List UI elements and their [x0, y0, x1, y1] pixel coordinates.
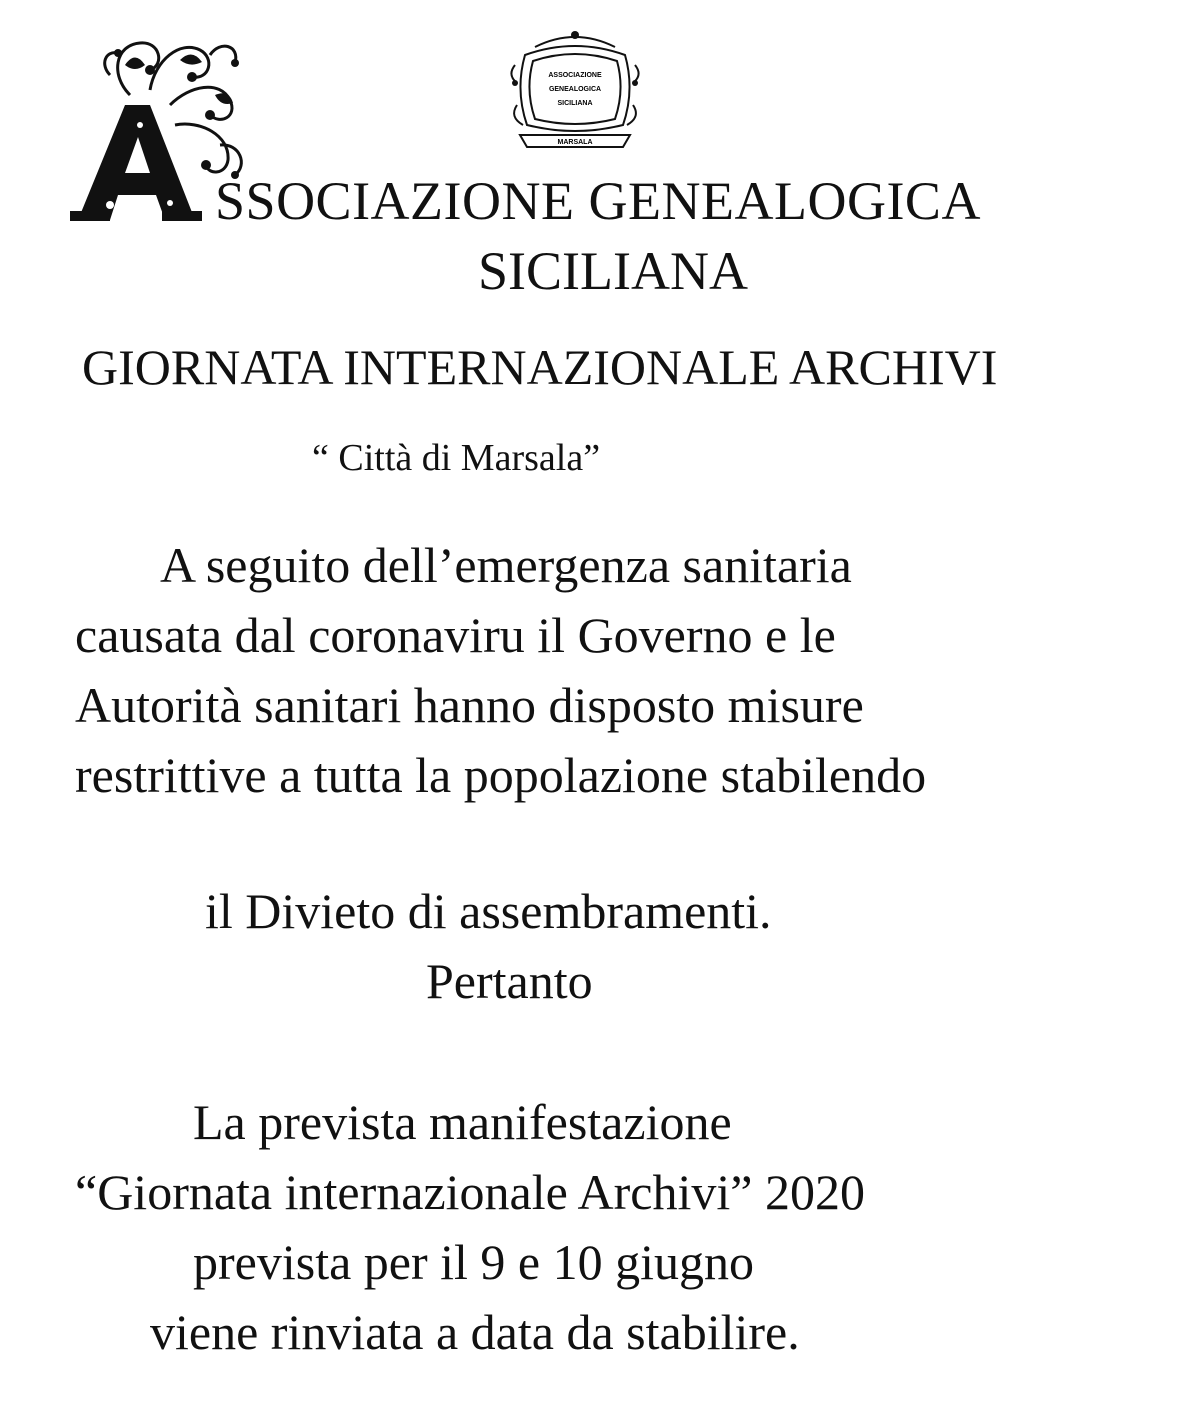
body-line: La prevista manifestazione: [193, 1094, 732, 1150]
body-line: il Divieto di assembramenti.: [205, 883, 772, 939]
event-title: GIORNATA INTERNAZIONALE ARCHIVI: [82, 339, 998, 395]
body-line: prevista per il 9 e 10 giugno: [193, 1234, 754, 1290]
city-subtitle: “ Città di Marsala”: [312, 437, 601, 479]
body-line: causata dal coronaviru il Governo e le: [75, 607, 836, 663]
body-line: A seguito dell’emergenza sanitaria: [160, 537, 852, 593]
body-line: Pertanto: [426, 953, 593, 1009]
body-line: Autorità sanitari hanno disposto misure: [75, 677, 864, 733]
crest-ribbon-text: MARSALA: [557, 139, 593, 146]
body-line: viene rinviata a data da stabilire.: [150, 1304, 800, 1360]
association-crest-logo: [505, 25, 645, 155]
body-line: restrittive a tutta la popolazione stabilendo: [75, 747, 927, 803]
crest-text-line2: GENEALOGICA: [548, 86, 602, 93]
org-name-line2: SICILIANA: [478, 241, 748, 301]
crest-text-line3: SICILIANA: [557, 100, 593, 107]
body-line: “Giornata internazionale Archivi” 2020: [75, 1164, 865, 1220]
org-name-line1: SSOCIAZIONE GENEALOGICA: [215, 171, 981, 231]
crest-text-line1: ASSOCIAZIONE: [548, 72, 602, 79]
